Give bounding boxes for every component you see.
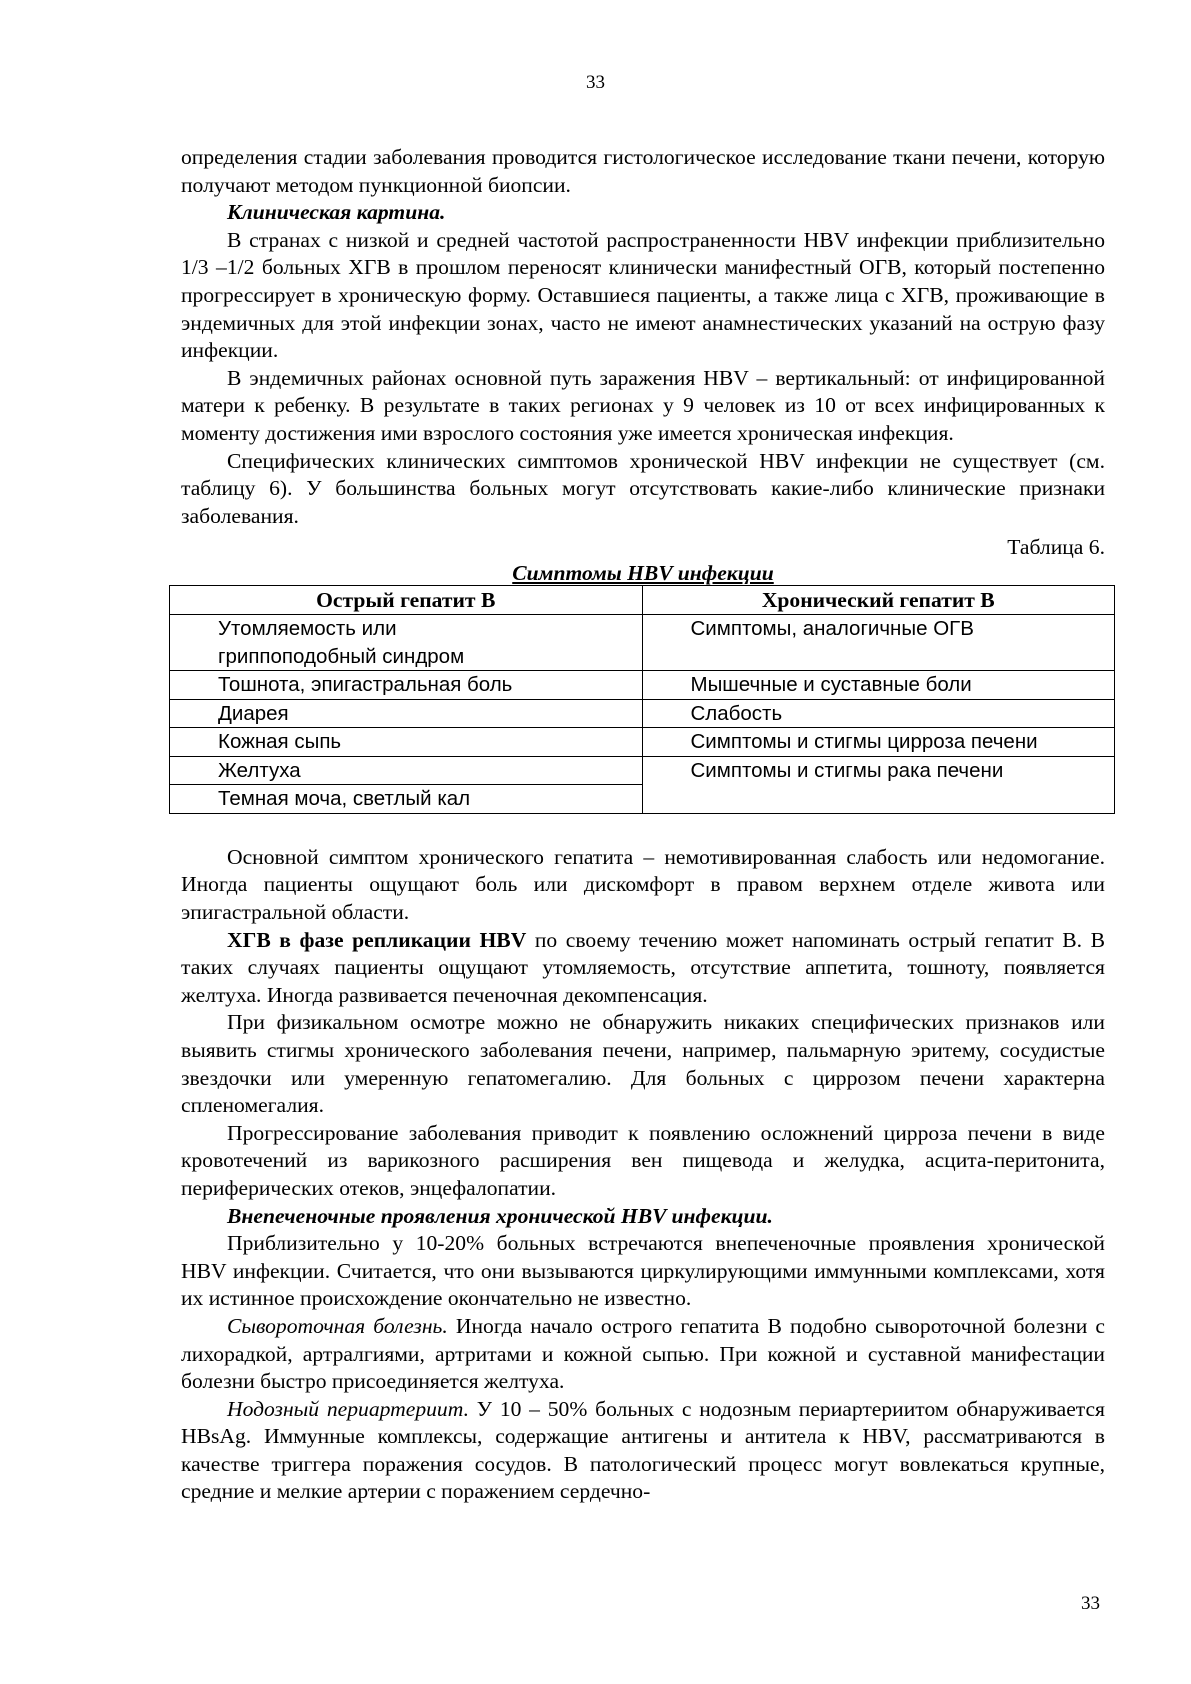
paragraph: В странах с низкой и средней частотой распространенности HBV инфекции приблизительно 1/3 –1/2 больных ХГВ в прошлом переносят клинически манифестный ОГВ, который постепенно прогрессирует в хроническую форму. Оставшиеся пациенты, а также лица с ХГВ, проживающие в эндемичных для этой инфекции зонах, часто не имеют анамнестических указаний на острую фазу инфекции. <box>181 227 1105 363</box>
paragraph-text: Иногда начало острого гепатита В подобно сывороточной болезни с лихорадкой, артралгиями, артритами и кожной сыпью. При кожной и суставной манифестации болезни быстро присоединяется желтуха. <box>181 1313 1105 1394</box>
paragraph: При физикальном осмотре можно не обнаружить никаких специфических признаков или выявить стигмы хронического заболевания печени, например, пальмарную эритему, сосудистые звездочки или умеренную гепатомегалию. Для больных с циррозом печени характерна спленомегалия. <box>181 1010 1105 1118</box>
acute-symptom-cell: Желтуха <box>170 756 643 785</box>
table-label: Таблица 6. <box>1007 535 1105 560</box>
section-heading-extrahepatic: Внепеченочные проявления хронической HBV инфекции. <box>227 1203 773 1228</box>
acute-symptom-cell: Темная моча, светлый кал <box>170 785 643 814</box>
page-number-top: 33 <box>586 72 605 93</box>
acute-symptom-cell: Кожная сыпь <box>170 728 643 757</box>
page-number-bottom: 33 <box>1081 1593 1100 1614</box>
paragraph <box>181 1396 1105 1506</box>
paragraph: В эндемичных районах основной путь заражения HBV – вертикальный: от инфицированной матери к ребенку. В результате в таких регионах у 9 человек из 10 от всех инфицированных к моменту достижения ими взрослого состояния уже имеется хроническая инфекция. <box>181 365 1105 445</box>
paragraph: Прогрессирование заболевания приводит к появлению осложнений цирроза печени в виде кровотечений из варикозного расширения вен пищевода и желудка, асцита-перитонита, периферических отеков, энцефалопатии. <box>181 1120 1105 1200</box>
column-header-chronic: Хронический гепатит В <box>642 586 1115 615</box>
acute-symptom-cell: Утомляемость или гриппоподобный синдром <box>170 615 643 671</box>
italic-term: Сывороточная болезнь. <box>227 1313 448 1338</box>
paragraph: Основной симптом хронического гепатита – немотивированная слабость или недомогание. Иногда пациенты ощущают боль или дискомфорт в правом верхнем отделе живота или эпигастральной области. <box>181 844 1105 924</box>
italic-term: Нодозный периартериит. <box>227 1396 469 1421</box>
table-header-row <box>170 586 1115 615</box>
table-row <box>170 728 1115 757</box>
paragraph: определения стадии заболевания проводится гистологическое исследование ткани печени, которую получают методом пункционной биопсии. <box>181 145 1105 197</box>
table-row <box>170 756 1115 785</box>
table-title: Симптомы HBV инфекции <box>512 561 774 586</box>
paragraph: Специфических клинических симптомов хронической HBV инфекции не существует (см. таблицу 6). У большинства больных могут отсутствовать какие-либо клинические признаки заболевания. <box>181 448 1105 528</box>
acute-symptom-cell: Диарея <box>170 699 643 728</box>
paragraph: Приблизительно у 10-20% больных встречаются внепеченочные проявления хронической HBV инфекции. Считается, что они вызываются циркулирующими иммунными комплексами, хотя их истинное происхождение окончательно не известно. <box>181 1231 1105 1311</box>
page-body <box>181 144 1105 1506</box>
bold-phrase: ХГВ в фазе репликации HBV <box>227 927 527 952</box>
symptoms-table <box>169 585 1115 814</box>
section-heading-clinical: Клиническая картина. <box>227 200 446 225</box>
table-row <box>170 671 1115 700</box>
chronic-symptom-cell: Слабость <box>642 699 1115 728</box>
paragraph <box>181 1313 1105 1396</box>
table-row <box>170 699 1115 728</box>
column-header-acute: Острый гепатит В <box>170 586 643 615</box>
paragraph <box>181 927 1105 1010</box>
table-row <box>170 615 1115 671</box>
chronic-symptom-cell: Мышечные и суставные боли <box>642 671 1115 700</box>
paragraph-text: по своему течению может напоминать острый гепатит В. В таких случаях пациенты ощущают утомляемость, отсутствие аппетита, тошноту, появляется желтуха. Иногда развивается печеночная декомпенсация. <box>181 927 1105 1007</box>
acute-symptom-cell: Тошнота, эпигастральная боль <box>170 671 643 700</box>
chronic-symptom-cell: Симптомы, аналогичные ОГВ <box>642 615 1115 671</box>
chronic-symptom-cell: Симптомы и стигмы рака печени <box>642 756 1115 813</box>
paragraph-text: У 10 – 50% больных с нодозным периартериитом обнаруживается HBsAg. Иммунные комплексы, содержащие антигены и антитела к HBV, рассматриваются в качестве триггера поражения сосудов. В патологический процесс могут вовлекаться крупные, средние и мелкие артерии с поражением сердечно- <box>181 1396 1105 1504</box>
chronic-symptom-cell: Симптомы и стигмы цирроза печени <box>642 728 1115 757</box>
